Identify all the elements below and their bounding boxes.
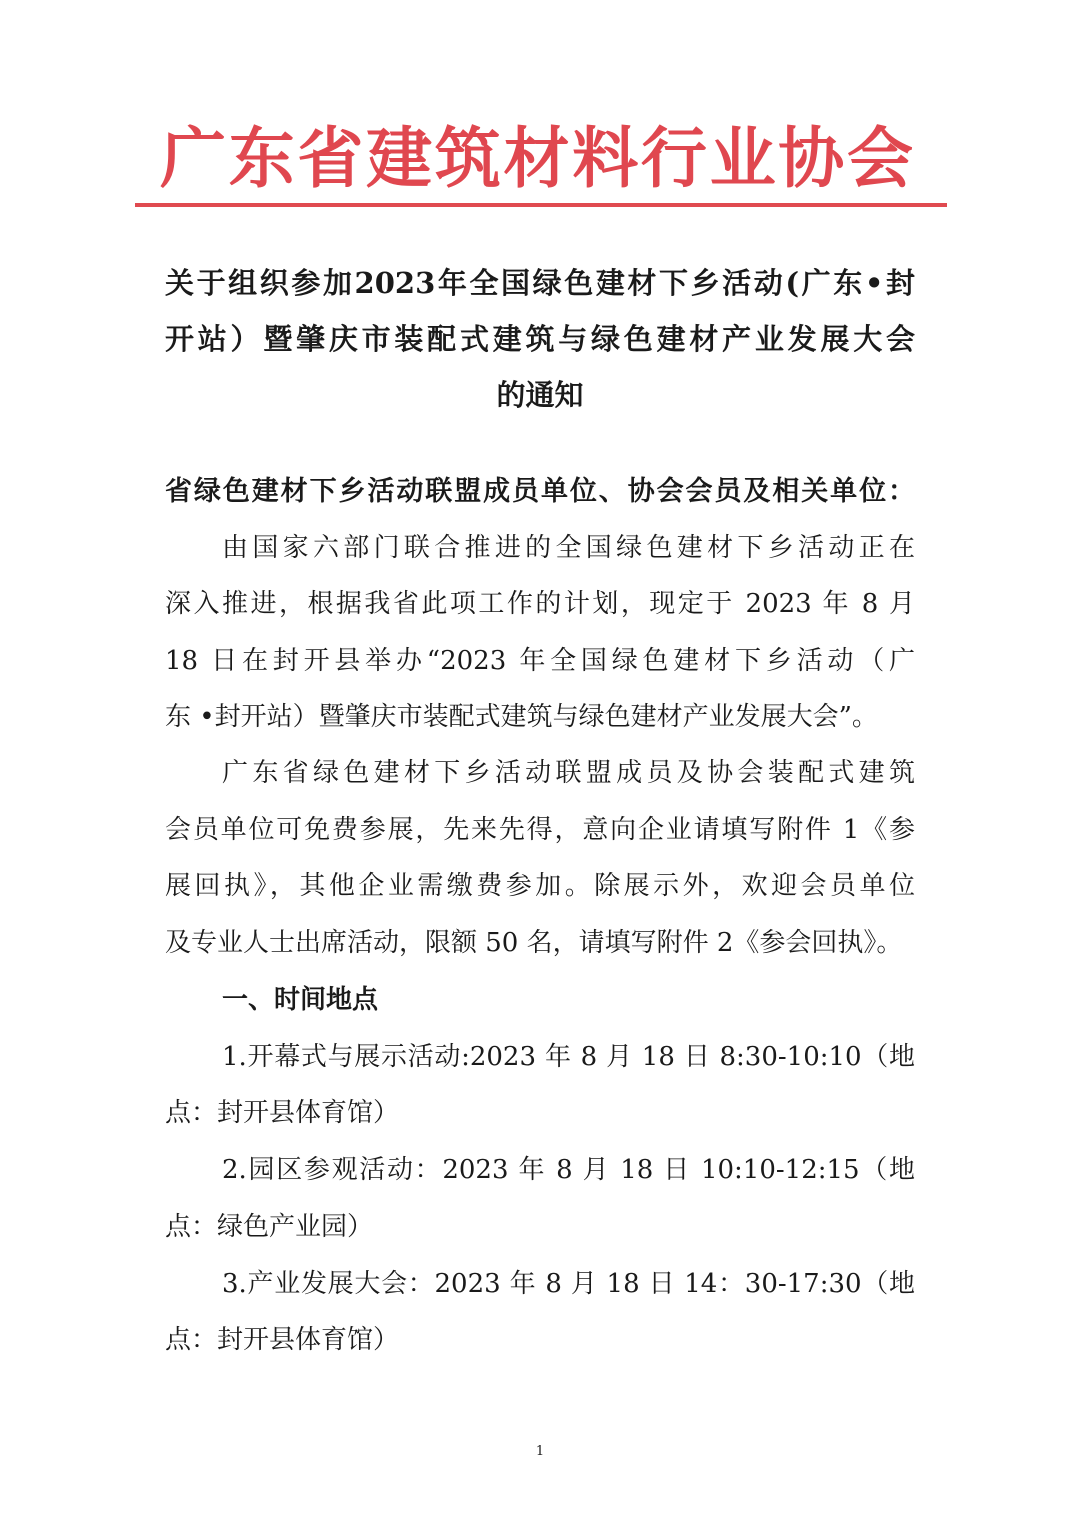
body-line: 会员单位可免费参展，先来先得，意向企业请填写附件 1《参 <box>165 815 915 845</box>
letterhead-divider <box>135 203 947 207</box>
schedule-item-location: 点：绿色产业园） <box>165 1212 374 1242</box>
organization-letterhead: 广东省建筑材料行业协会 <box>160 119 915 197</box>
body-line: 由国家六部门联合推进的全国绿色建材下乡活动正在 <box>222 533 915 563</box>
body-line: 广东省绿色建材下乡活动联盟成员及协会装配式建筑 <box>222 758 915 788</box>
salutation: 省绿色建材下乡活动联盟成员单位、协会会员及相关单位： <box>165 476 915 507</box>
section-heading: 一、时间地点 <box>222 985 379 1015</box>
document-title-line: 的通知 <box>496 378 584 412</box>
body-line: 展回执》，其他企业需缴费参加。除展示外，欢迎会员单位 <box>165 871 915 901</box>
body-line: 18 日在封开县举办“2023 年全国绿色建材下乡活动（广 <box>165 646 915 676</box>
schedule-item: 1.开幕式与展示活动:2023 年 8 月 18 日 8:30-10:10（地 <box>222 1042 915 1072</box>
body-line: 深入推进，根据我省此项工作的计划，现定于 2023 年 8 月 <box>165 589 915 619</box>
document-title-line: 关于组织参加2023年全国绿色建材下乡活动(广东•封 <box>165 266 915 300</box>
schedule-item: 3.产业发展大会：2023 年 8 月 18 日 14：30-17:30（地 <box>222 1269 915 1299</box>
document-title-line: 开站）暨肇庆市装配式建筑与绿色建材产业发展大会 <box>165 322 915 356</box>
schedule-item: 2.园区参观活动：2023 年 8 月 18 日 10:10-12:15（地 <box>222 1155 915 1185</box>
body-line: 东 •封开站）暨肇庆市装配式建筑与绿色建材产业发展大会”。 <box>165 702 878 732</box>
body-line: 及专业人士出席活动，限额 50 名，请填写附件 2《参会回执》。 <box>165 928 903 958</box>
schedule-item-location: 点：封开县体育馆） <box>165 1098 400 1128</box>
page-number: 1 <box>535 1444 545 1459</box>
schedule-item-location: 点：封开县体育馆） <box>165 1325 400 1355</box>
